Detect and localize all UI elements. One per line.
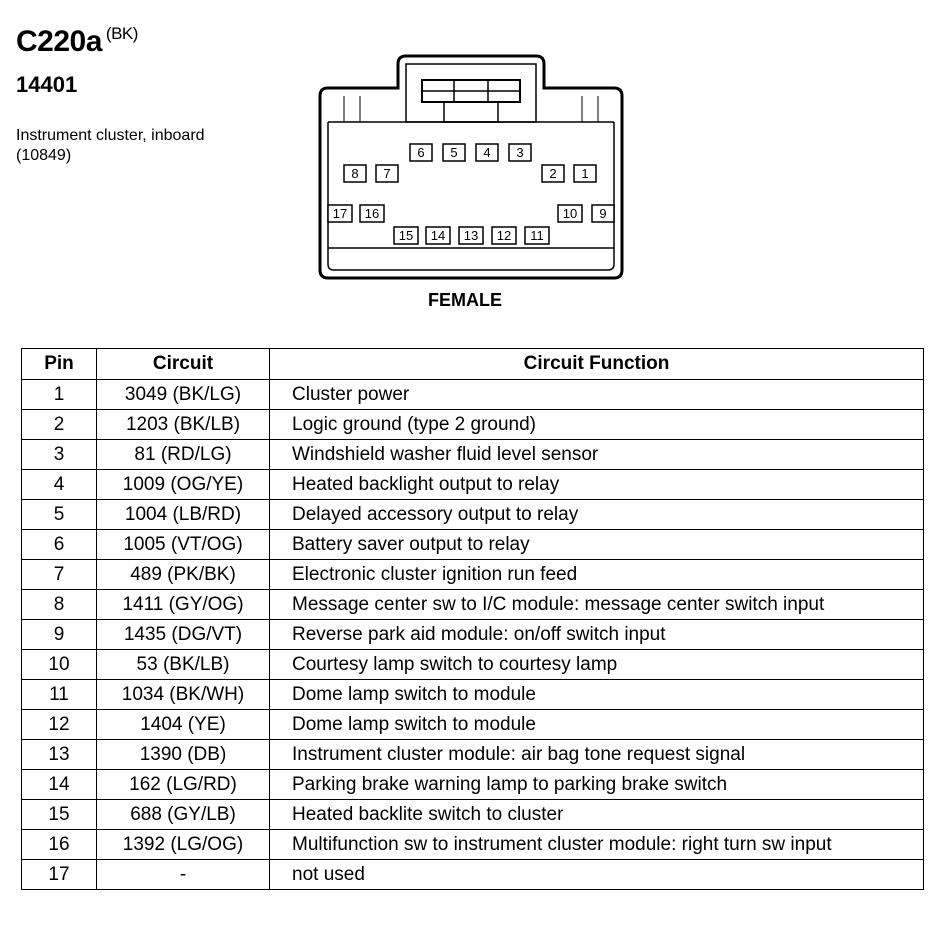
circuit-cell: 1004 (LB/RD) [97, 500, 270, 530]
pin-cell: 10 [22, 650, 97, 680]
pin-17 [328, 205, 352, 222]
circuit-cell: 1411 (GY/OG) [97, 590, 270, 620]
table-row [22, 860, 924, 890]
table-header-row [22, 349, 924, 380]
function-cell: Courtesy lamp switch to courtesy lamp [270, 650, 924, 680]
pin-cell: 6 [22, 530, 97, 560]
pin-9-label: 9 [599, 206, 607, 221]
function-cell: Windshield washer fluid level sensor [270, 440, 924, 470]
circuit-cell: 3049 (BK/LG) [97, 380, 270, 410]
table-row [22, 830, 924, 860]
table-row [22, 530, 924, 560]
table-row [22, 740, 924, 770]
pin-cell: 7 [22, 560, 97, 590]
circuit-cell: 489 (PK/BK) [97, 560, 270, 590]
circuit-cell: 1005 (VT/OG) [97, 530, 270, 560]
pin-15 [394, 227, 418, 244]
connector-id: C220a [16, 25, 102, 58]
description-line-2: (10849) [16, 147, 72, 164]
pin-6 [410, 144, 432, 161]
connector-description [16, 126, 205, 166]
circuit-cell: 1435 (DG/VT) [97, 620, 270, 650]
description-line-1: Instrument cluster, inboard [16, 127, 205, 144]
circuit-column-header: Circuit [97, 349, 270, 380]
connector-face-diagram [314, 52, 624, 284]
pin-cell: 2 [22, 410, 97, 440]
pin-cell: 12 [22, 710, 97, 740]
function-cell: Message center sw to I/C module: message center switch input [270, 590, 924, 620]
pin-cell: 14 [22, 770, 97, 800]
pin-16 [360, 205, 384, 222]
pin-7-label: 7 [383, 166, 391, 181]
pin-3-label: 3 [516, 145, 524, 160]
pin-8-label: 8 [351, 166, 359, 181]
pin-8 [344, 165, 366, 182]
pin-4 [476, 144, 498, 161]
function-column-header: Circuit Function [270, 349, 924, 380]
circuit-cell: 1009 (OG/YE) [97, 470, 270, 500]
pin-10-label: 10 [562, 206, 578, 221]
table-row [22, 440, 924, 470]
function-cell: Reverse park aid module: on/off switch input [270, 620, 924, 650]
table-row [22, 680, 924, 710]
function-cell: Electronic cluster ignition run feed [270, 560, 924, 590]
circuit-cell: 1390 (DB) [97, 740, 270, 770]
pin-cell: 11 [22, 680, 97, 710]
pin-5-label: 5 [450, 145, 458, 160]
pin-11-label: 11 [530, 228, 544, 243]
pin-cell: 8 [22, 590, 97, 620]
function-cell: Logic ground (type 2 ground) [270, 410, 924, 440]
pin-cell: 5 [22, 500, 97, 530]
table-row [22, 770, 924, 800]
pin-3 [509, 144, 531, 161]
circuit-cell: 688 (GY/LB) [97, 800, 270, 830]
pin-14-label: 14 [430, 228, 446, 243]
pin-12 [492, 227, 516, 244]
function-cell: Instrument cluster module: air bag tone request signal [270, 740, 924, 770]
circuit-cell: 81 (RD/LG) [97, 440, 270, 470]
function-cell: Multifunction sw to instrument cluster module: right turn sw input [270, 830, 924, 860]
pin-12-label: 12 [496, 228, 512, 243]
connector-color-code: (BK) [105, 24, 138, 43]
pin-6-label: 6 [417, 145, 425, 160]
connector-title [16, 24, 138, 59]
pin-16-label: 16 [364, 206, 380, 221]
circuit-cell: 1404 (YE) [97, 710, 270, 740]
connector-gender-label: FEMALE [428, 290, 502, 310]
table-row [22, 560, 924, 590]
pin-table [21, 348, 924, 890]
pin-11 [525, 227, 549, 244]
table-row [22, 650, 924, 680]
circuit-cell: 162 (LG/RD) [97, 770, 270, 800]
pin-cell: 15 [22, 800, 97, 830]
circuit-cell: 1203 (BK/LB) [97, 410, 270, 440]
pin-1 [574, 165, 596, 182]
table-row [22, 410, 924, 440]
part-number: 14401 [16, 72, 78, 97]
pin-cell: 16 [22, 830, 97, 860]
pin-5 [443, 144, 465, 161]
circuit-cell: 1034 (BK/WH) [97, 680, 270, 710]
circuit-cell: 1392 (LG/OG) [97, 830, 270, 860]
pin-cell: 3 [22, 440, 97, 470]
function-cell: Cluster power [270, 380, 924, 410]
circuit-cell: 53 (BK/LB) [97, 650, 270, 680]
table-row [22, 500, 924, 530]
table-row [22, 380, 924, 410]
pin-cell: 13 [22, 740, 97, 770]
function-cell: Heated backlight output to relay [270, 470, 924, 500]
table-row [22, 620, 924, 650]
pin-2 [542, 165, 564, 182]
table-row [22, 590, 924, 620]
function-cell: Battery saver output to relay [270, 530, 924, 560]
function-cell: Parking brake warning lamp to parking brake switch [270, 770, 924, 800]
pin-column-header: Pin [22, 349, 97, 380]
pin-9 [592, 205, 614, 222]
table-row [22, 470, 924, 500]
pin-cell: 1 [22, 380, 97, 410]
pin-1-label: 1 [581, 166, 589, 181]
function-cell: not used [270, 860, 924, 890]
pin-13 [459, 227, 483, 244]
pin-7 [376, 165, 398, 182]
table-row [22, 710, 924, 740]
pin-cell: 4 [22, 470, 97, 500]
table-row [22, 800, 924, 830]
pin-13-label: 13 [463, 228, 479, 243]
pin-14 [426, 227, 450, 244]
pin-15-label: 15 [398, 228, 414, 243]
pin-table-body [22, 380, 924, 890]
circuit-cell: - [97, 860, 270, 890]
pin-cell: 9 [22, 620, 97, 650]
pin-cell: 17 [22, 860, 97, 890]
function-cell: Dome lamp switch to module [270, 710, 924, 740]
function-cell: Dome lamp switch to module [270, 680, 924, 710]
function-cell: Delayed accessory output to relay [270, 500, 924, 530]
pin-10 [558, 205, 582, 222]
function-cell: Heated backlite switch to cluster [270, 800, 924, 830]
pin-2-label: 2 [549, 166, 557, 181]
pin-4-label: 4 [483, 145, 491, 160]
pin-17-label: 17 [332, 206, 348, 221]
